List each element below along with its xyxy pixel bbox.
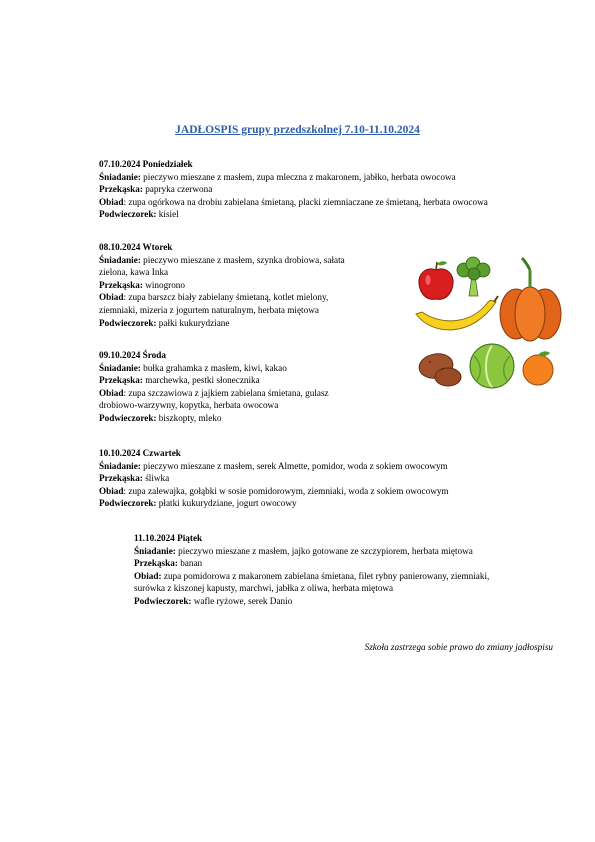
meal-label: Podwieczorek:	[99, 412, 157, 423]
meal-text: zupa pomidorowa z makaronem zabielana śmietana, filet rybny panierowany, ziemniaki,	[161, 570, 490, 581]
meal-text: śliwka	[142, 473, 170, 484]
meal-lunch	[99, 485, 449, 498]
day-wednesday	[99, 349, 329, 425]
meal-breakfast	[134, 545, 489, 558]
day-header: 10.10.2024 Czwartek	[99, 448, 181, 458]
day-header: 08.10.2024 Wtorek	[99, 242, 173, 252]
meal-lunch-cont: drobiowo-warzywny, kopytka, herbata owocowa	[99, 400, 279, 411]
meal-text: marchewka, pestki słonecznika	[142, 375, 260, 386]
meal-label: Podwieczorek:	[99, 317, 157, 328]
day-tuesday	[99, 241, 345, 329]
meal-label: Śniadanie:	[99, 362, 141, 373]
meal-lunch	[99, 196, 488, 209]
potato-icon	[417, 351, 461, 386]
meal-breakfast	[99, 171, 488, 184]
meal-text: pieczywo mieszane z masłem, jajko gotowane ze szczypiorem, herbata miętowa	[175, 545, 473, 556]
meal-label: Obiad	[99, 292, 124, 303]
day-friday	[134, 532, 489, 608]
meal-label: Śniadanie:	[99, 171, 141, 182]
broccoli-icon	[457, 257, 490, 296]
meal-label: Obiad:	[134, 570, 162, 581]
meal-text: : zupa barszcz biały zabielany śmietaną, kotlet mielony,	[123, 292, 329, 303]
day-header: 07.10.2024 Poniedziałek	[99, 159, 193, 169]
meal-text: winogrono	[142, 279, 185, 290]
meal-text: pieczywo mieszane z masłem, zupa mleczna z makaronem, jabłko, herbata owocowa	[140, 171, 456, 182]
day-thursday	[99, 447, 449, 510]
meal-text: kisiel	[156, 209, 179, 220]
meal-text: biszkopty, mleko	[156, 412, 222, 423]
meal-afternoon-snack	[99, 412, 329, 425]
cabbage-icon	[470, 344, 514, 388]
day-header: 09.10.2024 Środa	[99, 350, 166, 360]
meal-label: Obiad	[99, 196, 124, 207]
meal-label: Śniadanie:	[99, 460, 141, 471]
meal-text: papryka czerwona	[142, 184, 213, 195]
meal-afternoon-snack	[99, 208, 488, 221]
meal-breakfast	[99, 460, 449, 473]
meal-label: Śniadanie:	[99, 254, 141, 265]
meal-label: Podwieczorek:	[99, 498, 157, 509]
meal-text: : zupa zalewajka, gołąbki w sosie pomidorowym, ziemniaki, woda z sokiem owocowym	[123, 485, 449, 496]
meal-lunch-cont: ziemniaki, mizeria z jogurtem naturalnym, herbata miętowa	[99, 304, 319, 315]
meal-text: płatki kukurydziane, jogurt owocowy	[156, 498, 297, 509]
meal-text: pieczywo mieszane z masłem, szynka drobiowa, sałata	[140, 254, 345, 265]
meal-label: Przekąska:	[99, 473, 143, 484]
meal-afternoon-snack	[134, 595, 489, 608]
meal-afternoon-snack	[99, 317, 345, 330]
meal-lunch	[134, 570, 489, 583]
meal-breakfast	[99, 362, 329, 375]
meal-text: pałki kukurydziane	[156, 317, 230, 328]
meal-text: bułka grahamka z masłem, kiwi, kakao	[140, 362, 287, 373]
meal-lunch	[99, 387, 329, 400]
meal-afternoon-snack	[99, 497, 449, 510]
meal-snack	[99, 183, 488, 196]
pumpkin-icon	[500, 258, 561, 341]
meal-snack	[99, 374, 329, 387]
day-monday	[99, 158, 488, 221]
meal-label: Obiad	[99, 485, 124, 496]
meal-label: Przekąska:	[99, 279, 143, 290]
meal-text: pieczywo mieszane z masłem, serek Almette, pomidor, woda z sokiem owocowym	[140, 460, 448, 471]
disclaimer-note: Szkoła zastrzega sobie prawo do zmiany jadłospisu	[364, 642, 553, 652]
apple-icon	[419, 261, 453, 299]
meal-text: wafle ryżowe, serek Danio	[191, 595, 293, 606]
meal-snack	[134, 557, 489, 570]
meal-lunch	[99, 291, 345, 304]
meal-snack	[99, 279, 345, 292]
meal-label: Przekąska:	[134, 558, 178, 569]
meal-snack	[99, 472, 449, 485]
meal-text: : zupa ogórkowa na drobiu zabielana śmietaną, placki ziemniaczane ze śmietaną, herbata owocowa	[123, 196, 488, 207]
meal-lunch-cont: surówka z kiszonej kapusty, marchwi, jabłka z oliwa, herbata miętowa	[134, 583, 394, 594]
meal-label: Podwieczorek:	[134, 595, 192, 606]
meal-label: Przekąska:	[99, 375, 143, 386]
orange-icon	[523, 351, 553, 385]
day-header: 11.10.2024 Piątek	[134, 533, 203, 543]
meal-text: : zupa szczawiowa z jajkiem zabielana śmietana, gulasz	[123, 387, 329, 398]
banana-icon	[416, 296, 498, 330]
meal-breakfast-cont: zielona, kawa Inka	[99, 267, 169, 278]
menu-title: JADŁOSPIS grupy przedszkolnej 7.10-11.10.2024	[175, 124, 420, 136]
meal-label: Podwieczorek:	[99, 209, 157, 220]
meal-text: banan	[177, 558, 203, 569]
fruits-vegetables-illustration	[412, 256, 562, 391]
meal-breakfast	[99, 254, 345, 267]
meal-label: Śniadanie:	[134, 545, 176, 556]
meal-label: Przekąska:	[99, 184, 143, 195]
meal-label: Obiad	[99, 387, 124, 398]
